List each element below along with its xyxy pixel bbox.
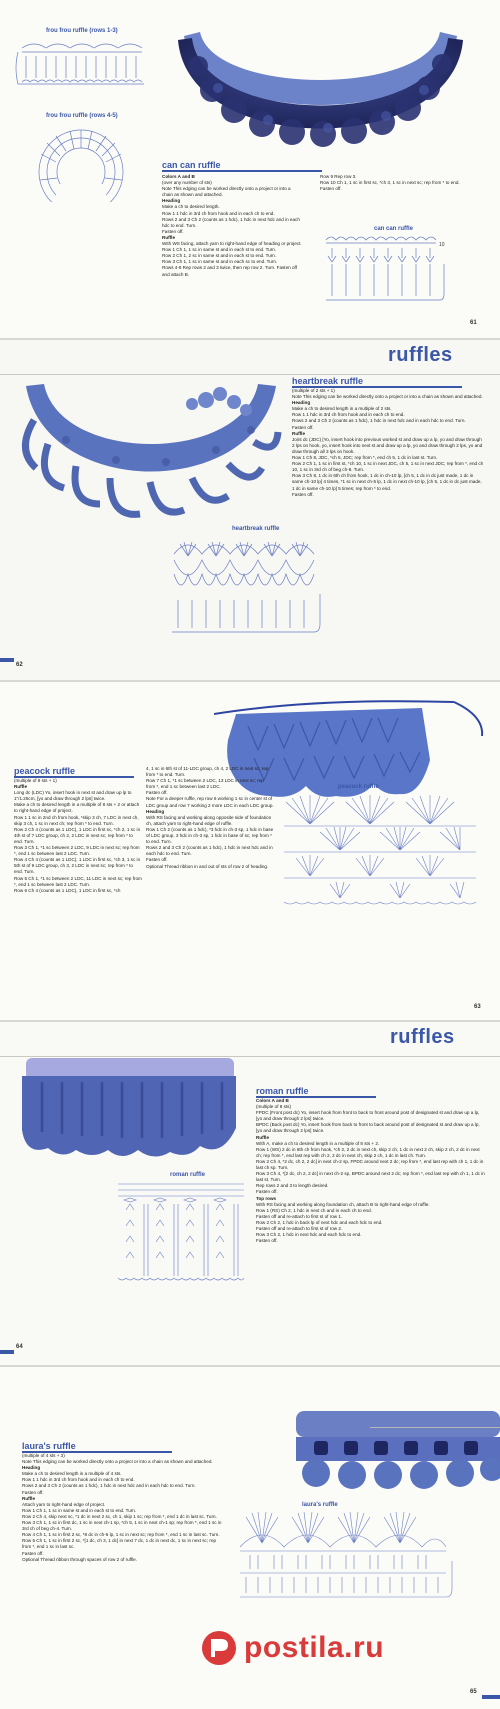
colors-line: Colors A and B [256,1098,289,1103]
can-can-instructions-col1 [162,174,302,278]
ruffle-label: Ruffle [162,234,176,240]
row-1: Row 1 1 sc in 2nd ch from hook, *skip 3 ch, 7 LDC in next ch, skip 3 ch, 1 sc in next ch; rep from * to end. Turn. [14,814,139,826]
peacock-instructions-col1 [14,778,142,894]
fpdc: FPDC (Front post dc) Yo, insert hook from front to back to front around post of designated st and draw up a lp, [yo and draw through 2 lps] twice. [256,1110,480,1122]
row-3: Row 3 Ch 4, *[2 dc, ch 2, 2 dc] in next ch-2 sp, BPDC around next 2 dc; rep from *, end last rep with ch 1, 1 dc in last st. Turn. [256,1171,485,1183]
row-6: Row 6 Ch 4 (counts as 1 LDC), 1 LDC in first sc, *ch [14,887,121,893]
fasten-off-2: Fasten off. [146,857,168,863]
pattern-title: laura's ruffle [22,1441,76,1451]
ldc: Long dc (LDC) Yo, insert hook in next st and draw up lp to 1"/1.25cm, [yo and draw through 2 lps] twice. [14,790,132,802]
rows-2-3: Rows 2 and 3 Ch 2 (counts as 1 hdc), 1 hdc in next hdc and in each hdc to end. Turn. [162,216,300,228]
multiple: (multiple of 8 sts) [256,1104,291,1110]
can-can-chart [322,234,452,314]
chart-caption: heartbreak ruffle [232,526,280,532]
row-5: Row 5 Ch 1, *1 sc between 2 LDC, 11 LDC in next sc; rep from *, end 1 sc between last 2 LDC. Turn. [14,875,142,887]
ruffle-label: Ruffle [292,430,306,436]
rep-rows: Rep rows 2 and 3 to length desired. [256,1183,329,1189]
page-accent [0,1350,14,1354]
svg-text:10: 10 [439,242,445,248]
ruffle-intro: With WS facing, attach yarn to right-hand edge of heading or project. [162,241,302,247]
chart-caption: can can ruffle [374,226,414,232]
chart-caption-frou-frou-rows-1-3: frou frou ruffle (rows 1-3) [46,28,118,34]
ruffle-label: Ruffle [14,784,28,790]
note: Note For a deeper ruffle, rep row 6 working 1 sc in center st of LDC group and row 7 working 2 more LDC in each LDC group. [146,796,274,808]
heartbreak-ruffle-photo [6,380,296,533]
top-fasten-2: Fasten off and re-attach to first st of row 2. [256,1225,343,1231]
top-fasten-1: Fasten off and re-attach to first st of row 1. [256,1213,343,1219]
frou-frou-chart-rows-4-5 [26,122,136,202]
heartbreak-chart [168,534,328,644]
multiple: (multiple of 2 sts + 1) [292,388,335,393]
can-can-ruffle-photo [178,18,463,158]
ruffle-rows-4-8: Rows 4-8 Rep rows 2 and 3 twice, then rep row 2. Turn. Fasten off and attach B. [162,265,297,277]
ruffle-row-9: Row 9 Rep row 3. [320,174,357,179]
postila-logo-icon [200,1629,238,1667]
ruffle-label: Ruffle [22,1495,36,1501]
ruffle-row-2: Row 2 Ch 4, skip next sc, *1 dc in next 2 sc, ch 1, skip 1 sc; rep from *, end 1 dc in last sc. Turn. [22,1513,217,1519]
ruffle-row-1: Row 1 Ch 1, 1 sc in same st and in each st to end. Turn. [22,1507,137,1513]
attach: Attach yarn to right-hand edge of project. [22,1501,106,1507]
chart-caption: peacock ruffle [338,784,379,790]
chart-caption: laura's ruffle [302,1502,338,1508]
ruffle-row-1: Row 1 Ch 1, 1 sc in same st and in each st to end. Turn. [162,247,277,253]
row-7: Row 7 Ch 1, *1 sc between 2 LDC, 13 LDC in next sc; rep from *, end 1 sc between last 2 LDC. [146,778,264,790]
top-row-3: Row 3 Ch 2, 1 hdc in next hdc and each hdc to end. [256,1232,362,1238]
ruffle-row-3: Row 3 Ch 1, 1 sc in first dc, 1 sc in next ch-1 sp, *ch 5, 1 sc in next ch-1 sp; rep from *, end 1 sc in 3rd ch of beg ch-4. Turn. [22,1520,222,1532]
page-number: 64 [16,1344,23,1350]
multiple: (multiple of 8 sts + 1) [14,778,57,783]
chart-caption-frou-frou-rows-4-5: frou frou ruffle (rows 4-5) [46,113,118,119]
photo-rule [370,1427,500,1428]
peacock-instructions-col2 [146,766,274,870]
page-number: 62 [16,662,23,668]
lauras-ruffle-photo [296,1411,500,1500]
can-can-instructions-col2 [320,174,460,192]
ruffle-row-3: Row 3 Ch 8, 1 dc in 6th ch from hook, 1 dc in ch-10 lp, [ch 5, 1 dc in dc just made, 1 dc in same ch-10 lp] 4 times, *1 sc in next ch-5 lp, 1 dc in next ch-10 lp, [ch 5, 1 dc in dc just made, 1 dc in same ch-10 lp] 5 times; rep from * to end. [292,473,482,491]
multiple: (multiple of 4 sts + 3) [22,1453,65,1458]
pattern-title: heartbreak ruffle [292,376,364,386]
fasten-off-2: Fasten off. [320,186,342,192]
top-row-2: Row 2 Ch 2, 1 hdc in back lp of next hdc and each hdc to end. [256,1219,383,1225]
roman-instructions [256,1098,486,1244]
make-ch: Make a ch to desired length in a multiple of 8 sts + 2 or attach to right-hand edge of project. [14,802,140,814]
row-4: Row 4 Ch 4 (counts as 1 LDC), 1 LDC in first sc, *ch 3, 1 sc in 5th st of 9 LDC group, ch 3, 2 LDC in next sc; rep from * to end. Turn. [14,857,141,875]
heading-label: Heading [162,198,181,204]
page-heartbreak-ruffle [0,340,500,682]
top-rows-intro: With RS facing and working along foundation ch, attach B to right-hand edge of ruffle. [256,1201,430,1207]
watermark-text: postila.ru [244,1631,385,1664]
roman-chart [116,1180,246,1282]
ruffle-row-10: Row 10 Ch 1, 1 sc in first sc, *ch 3, 1 sc in next sc; rep from * to end. [320,180,460,186]
heading-text: Make a ch to desired length in a multiple of 4 sts. [22,1471,122,1477]
ruffle-row-4: Row 4 Ch 1, 1 sc in first 2 sc, *8 dc in ch-5 lp, 1 sc in next sc; rep from *, end 1 sc in last sc. Turn. [22,1532,220,1538]
page-roman-ruffle [0,1022,500,1367]
bpdc: BPDC (Back post dc) Yo, insert hook from back to front to back around post of designated st and draw up a lp, [yo and draw through 2 lps] twice. [256,1122,480,1134]
header-rule [0,374,500,375]
frou-frou-chart-rows-1-3 [14,38,154,98]
ruffle-row-5: Row 5 Ch 1, 1 sc in first 2 sc, *[1 dc, ch 3, 1 dc] in next 7 dc, 1 dc in next dc, 1 sc in next sc; rep from *, end 1 sc in last sc. [22,1538,217,1550]
fasten-off: Fasten off. [292,424,314,430]
row-6-cont: 4, 1 sc in 6th st of 11-LDC group, ch 4, 2 LDC in next sc; rep from * to end. Turn. [146,766,269,778]
pattern-title: roman ruffle [256,1086,309,1096]
row-3: Row 3 Ch 1, *1 sc between 2 LDC, 9 LDC in next sc; rep from *, end 1 sc between last 2 LDC. Turn. [14,845,140,857]
page-peacock-ruffle [0,682,500,1022]
page-number: 65 [470,1689,477,1695]
heading-text: Make a ch to desired length in a multiple of 2 sts. [292,406,392,412]
top-row-1: Row 1 (RS) Ch 2, 1 hdc in next ch and in each ch to end. [256,1207,372,1213]
pattern-title: can can ruffle [162,160,221,170]
note: Note This edging can be worked directly onto a project or into a chain as shown and attached. [22,1459,213,1465]
heading-rows-2-3: Rows 2 and 3 Ch 2 (counts as 1 hdc), 1 hdc in next hdc and in each hdc to end. Turn. [146,845,273,857]
rows-2-3: Rows 2 and 3 Ch 2 (counts as 1 hdc), 1 hdc in next hdc and in each hdc to end. Turn. [292,418,466,424]
section-title: ruffles [390,1026,455,1048]
top-rows-label: Top rows [256,1195,277,1201]
section-title: ruffles [388,344,453,366]
rows-2-3: Rows 2 and 3 Ch 2 (counts as 1 hdc), 1 hdc in next hdc and in each hdc to end. Turn. [22,1483,196,1489]
note: Note This edging can be worked directly onto a project or into a chain as shown and attached. [162,186,291,198]
row-1: Row 1 1 hdc in 3rd ch from hook and in each ch to end. [22,1477,135,1483]
multiple: (over any number of sts) [162,180,212,186]
fasten-off: Fasten off. [162,228,184,234]
page-can-can-ruffle [0,0,500,340]
watermark [200,1629,384,1667]
fasten-off-2: Fasten off. [292,491,314,497]
heading-label: Heading [292,400,311,406]
pattern-title: peacock ruffle [14,766,76,776]
ruffle-row-3: Row 3 Ch 1, 1 sc in same st and in each sc to end. Turn. [162,259,278,265]
ruffle-row-2: Row 2 Ch 1, 2 sc in same st and in each st to end. Turn. [162,253,277,259]
heading-text: Make a ch to desired length. [162,204,220,210]
page-number: 61 [470,320,477,326]
joint-dc: Joint dc (JDC) [Yo, insert hook into previous worked st and draw up a lp, yo and draw through 2 lps on hook, yo, insert hook into next st and draw up a lp, yo and draw through 2 lps, yo and draw through all 3 lps on hook. [292,436,483,454]
page-lauras-ruffle [0,1367,500,1709]
row-1: Row 1 1 hdc in 3rd ch from hook and in each ch to end. [162,210,275,216]
heading-text: With RS facing and working along opposite side of foundation ch, attach yarn to right-hand edge of ruffle. [146,814,272,826]
heartbreak-instructions [292,388,484,498]
row-2: Row 2 Ch 4 (counts as 1 LDC), 1 LDC in first sc, *ch 2, 1 sc in 4th st of 7 LDC group, ch 2, 2 LDC in next sc; rep from * to end. Turn. [14,826,141,844]
lauras-instructions [22,1453,222,1563]
fasten-off: Fasten off. [22,1489,44,1495]
make-ch: With A, make a ch to desired length in a multiple of 8 sts + 2. [256,1140,380,1146]
optional: Optional Thread ribbon in and out of sts of row 2 of heading. [146,863,269,869]
roman-ruffle-photo [18,1052,240,1169]
page-number: 63 [474,1004,481,1010]
heading-row-1: Row 1 Ch 2 (counts as 1 hdc), *3 hdc in ch-3 sp, 1 hdc in base of LDC group, 3 hdc in ch-3 sp, 1 hdc in base of sc; rep from * to end. Turn. [146,826,274,845]
ruffle-row-2: Row 2 Ch 1, 1 sc in first st, *ch 10, 1 sc in next JDC, ch 5, 1 sc in next JDC; rep from *, end ch 10, 1 sc in 3rd ch of beg ch-8. Turn. [292,461,484,473]
peacock-chart [280,794,480,914]
row-2: Row 2 Ch 4, *2 dc, ch 2, 2 dc] in next ch-2 sp, FPDC around next 2 dc; rep from *, end last rep with ch 1, 1 dc in last ch sp. Turn. [256,1158,484,1171]
fasten-off-2: Fasten off. [22,1550,44,1556]
row-1: Row 1 1 hdc in 3rd ch from hook and in each ch to end. [292,412,405,418]
optional: Optional Thread ribbon through spaces of row 2 of ruffle. [22,1556,137,1562]
heading-label: Heading [22,1465,41,1471]
fasten-off: Fasten off. [146,790,168,796]
page-accent [482,1695,500,1699]
row-1: Row 1 (WS) 2 dc in 6th ch from hook, *ch 2, 2 dc in next ch, skip 2 ch, 1 dc in next 2 ch, skip 2 ch, 2 dc in next ch; rep from *, end last rep with ch 2, 2 dc in next ch, skip 2 ch, 1 dc in last ch. Turn. [256,1146,480,1158]
colors-line: Colors A and B [162,174,195,179]
fasten-off-2: Fasten off. [256,1238,278,1244]
ruffle-row-1: Row 1 Ch 8, JDC, *ch 5, JDC; rep from *, end ch 5, 1 dc in last st. Turn. [292,455,438,461]
ruffle-label: Ruffle [256,1134,270,1140]
heading-label: Heading [146,808,165,814]
title-rule [162,170,322,172]
page-accent [0,658,14,662]
chart-caption: roman ruffle [170,1172,206,1178]
fasten-off: Fasten off. [256,1189,278,1195]
lauras-chart [236,1511,460,1603]
note: Note This edging can be worked directly onto a project or into a chain as shown and attached. [292,394,483,400]
